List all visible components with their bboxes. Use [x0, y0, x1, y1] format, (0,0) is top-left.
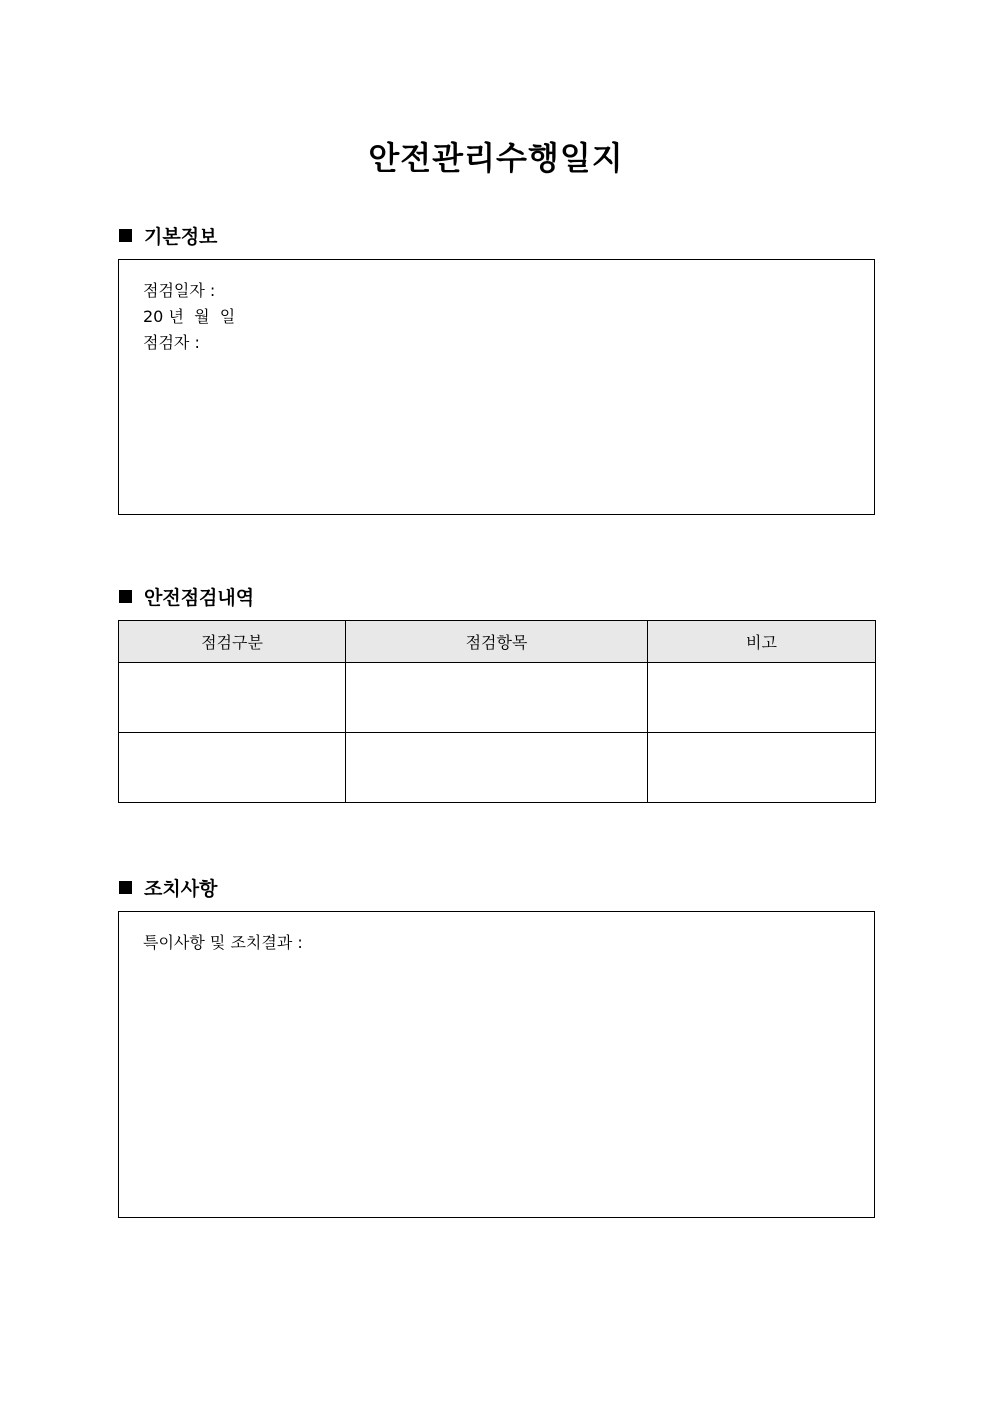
table-cell [346, 733, 648, 803]
page-title: 안전관리수행일지 [368, 139, 624, 177]
section-title: 기본정보 [144, 226, 218, 248]
section-title: 조치사항 [144, 878, 218, 900]
square-bullet-icon [119, 590, 132, 603]
column-header-category: 점검구분 [119, 621, 346, 663]
column-header-item: 점검항목 [346, 621, 648, 663]
action-notes-label: 특이사항 및 조치결과 : [143, 933, 303, 952]
inspection-date-value: 20 년 월 일 [143, 307, 236, 326]
square-bullet-icon [119, 229, 132, 242]
square-bullet-icon [119, 881, 132, 894]
section-heading-inspection-details [119, 583, 254, 610]
section-heading-basic-info [119, 222, 217, 249]
column-header-remarks: 비고 [648, 621, 876, 663]
table-row [119, 733, 876, 803]
inspection-date-label: 점검일자 : [143, 281, 216, 300]
section-heading-actions [119, 874, 217, 901]
table-header-row [119, 621, 876, 663]
table-row [119, 663, 876, 733]
inspection-table [118, 620, 876, 803]
table-cell [119, 663, 346, 733]
actions-box [118, 911, 875, 1218]
table-cell [648, 733, 876, 803]
table-cell [648, 663, 876, 733]
table-cell [346, 663, 648, 733]
inspector-label: 점검자 : [143, 333, 200, 352]
basic-info-box [118, 259, 875, 515]
table-cell [119, 733, 346, 803]
section-title: 안전점검내역 [144, 587, 255, 609]
